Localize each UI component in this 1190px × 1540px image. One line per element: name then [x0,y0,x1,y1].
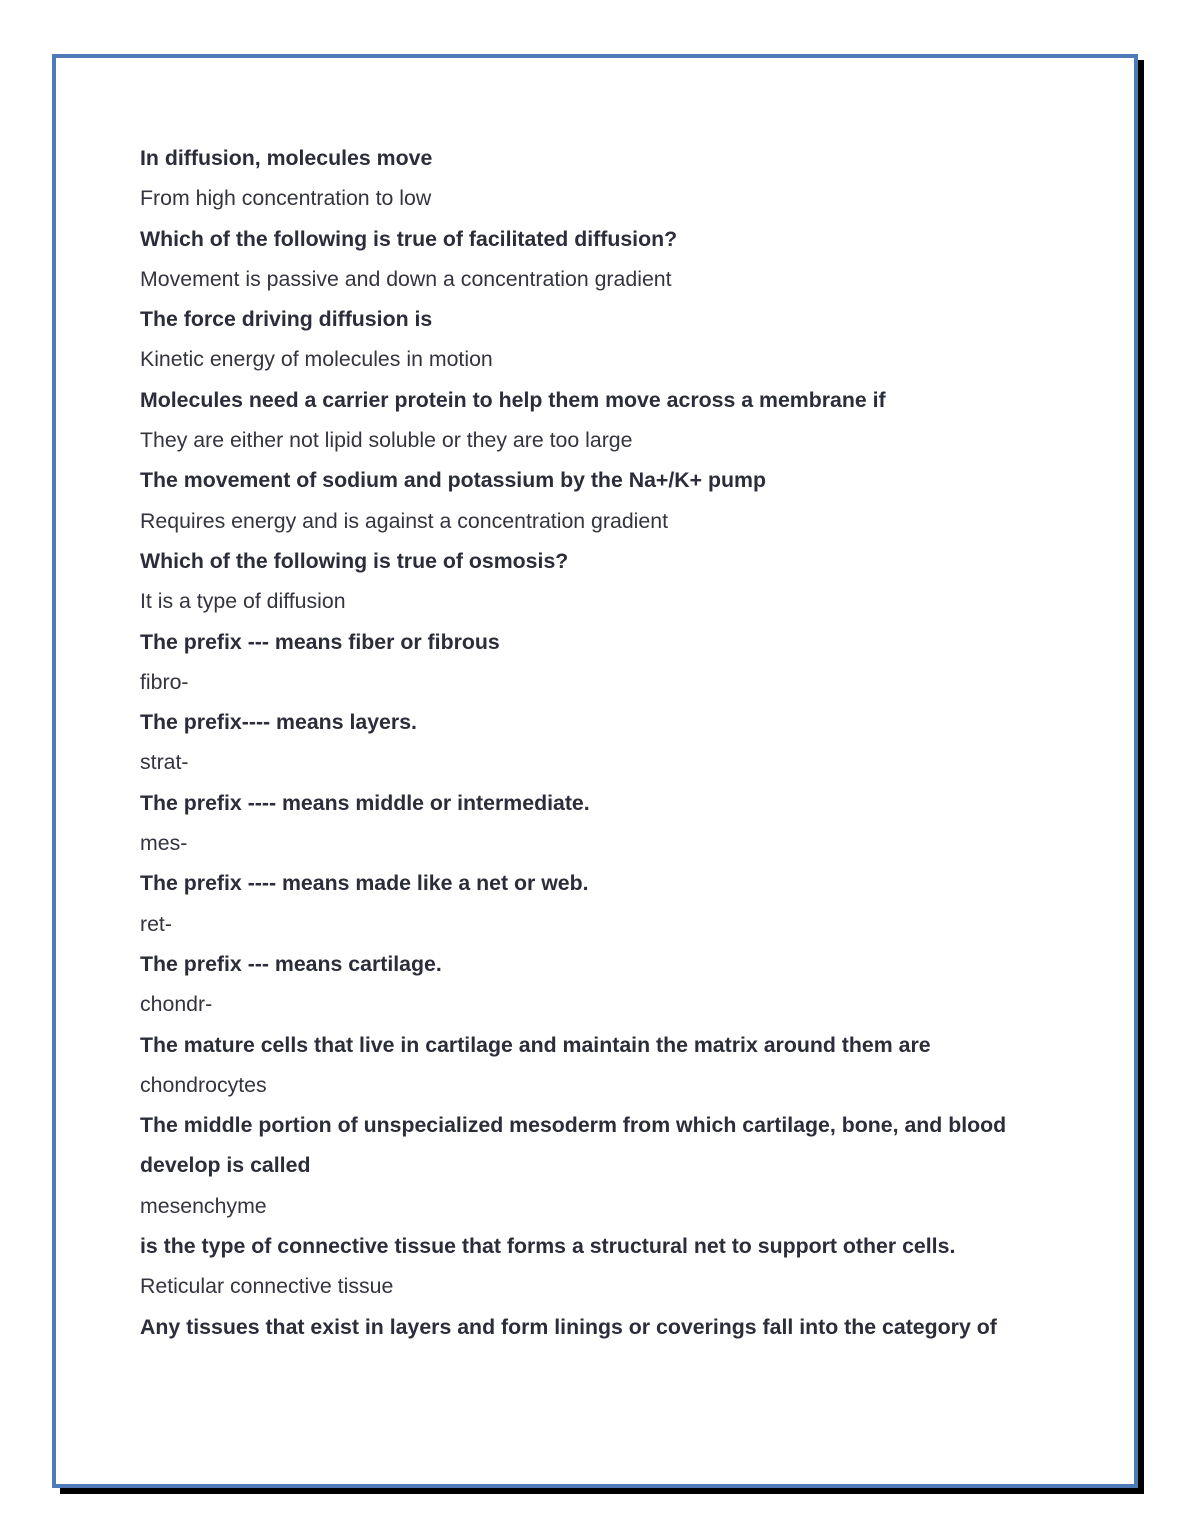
qa-item [140,380,1060,461]
answer-text: chondr- [140,992,213,1017]
qa-item [140,1307,1060,1347]
question-text: The prefix --- means cartilage. [140,951,442,976]
answer-text: ret- [140,911,172,936]
qa-item [140,863,1060,944]
question-text: Which of the following is true of osmosis? [140,548,569,573]
question-text: The prefix --- means fiber or fibrous [140,629,500,654]
answer-text: Kinetic energy of molecules in motion [140,347,493,372]
qa-item [140,1105,1060,1226]
answer-text: They are either not lipid soluble or they are too large [140,428,633,453]
qa-item [140,622,1060,703]
question-text: The prefix ---- means middle or intermediate. [140,790,590,815]
question-text: The middle portion of unspecialized mesoderm from which cartilage, bone, and blood develop is called [140,1113,1007,1178]
qa-item [140,783,1060,864]
answer-text: Reticular connective tissue [140,1274,394,1299]
question-text: The prefix ---- means made like a net or web. [140,871,589,896]
document-page [52,54,1138,1488]
qa-item [140,138,1060,219]
qa-item [140,944,1060,1025]
question-text: Which of the following is true of facilitated diffusion? [140,226,678,251]
qa-item [140,541,1060,622]
question-text: The mature cells that live in cartilage and maintain the matrix around them are [140,1032,931,1057]
qa-item [140,702,1060,783]
question-text: Any tissues that exist in layers and form linings or coverings fall into the category of [140,1314,997,1339]
answer-text: mes- [140,831,188,856]
qa-item [140,219,1060,300]
question-text: The movement of sodium and potassium by the Na+/K+ pump [140,468,766,493]
answer-text: It is a type of diffusion [140,589,346,614]
question-text: In diffusion, molecules move [140,146,433,170]
qa-item [140,460,1060,541]
question-text: is the type of connective tissue that forms a structural net to support other cells. [140,1234,956,1259]
question-text: The prefix---- means layers. [140,710,417,735]
answer-text: strat- [140,750,189,775]
question-text: Molecules need a carrier protein to help them move across a membrane if [140,387,886,412]
answer-text: From high concentration to low [140,186,432,211]
answer-text: mesenchyme [140,1193,267,1218]
answer-text: Movement is passive and down a concentration gradient [140,266,672,291]
qa-item [140,299,1060,380]
answer-text: Requires energy and is against a concentration gradient [140,508,669,533]
qa-item [140,1025,1060,1106]
question-text: The force driving diffusion is [140,307,433,332]
qa-list [140,138,1060,1347]
answer-text: chondrocytes [140,1072,267,1097]
answer-text: fibro- [140,669,189,694]
qa-item [140,1226,1060,1307]
